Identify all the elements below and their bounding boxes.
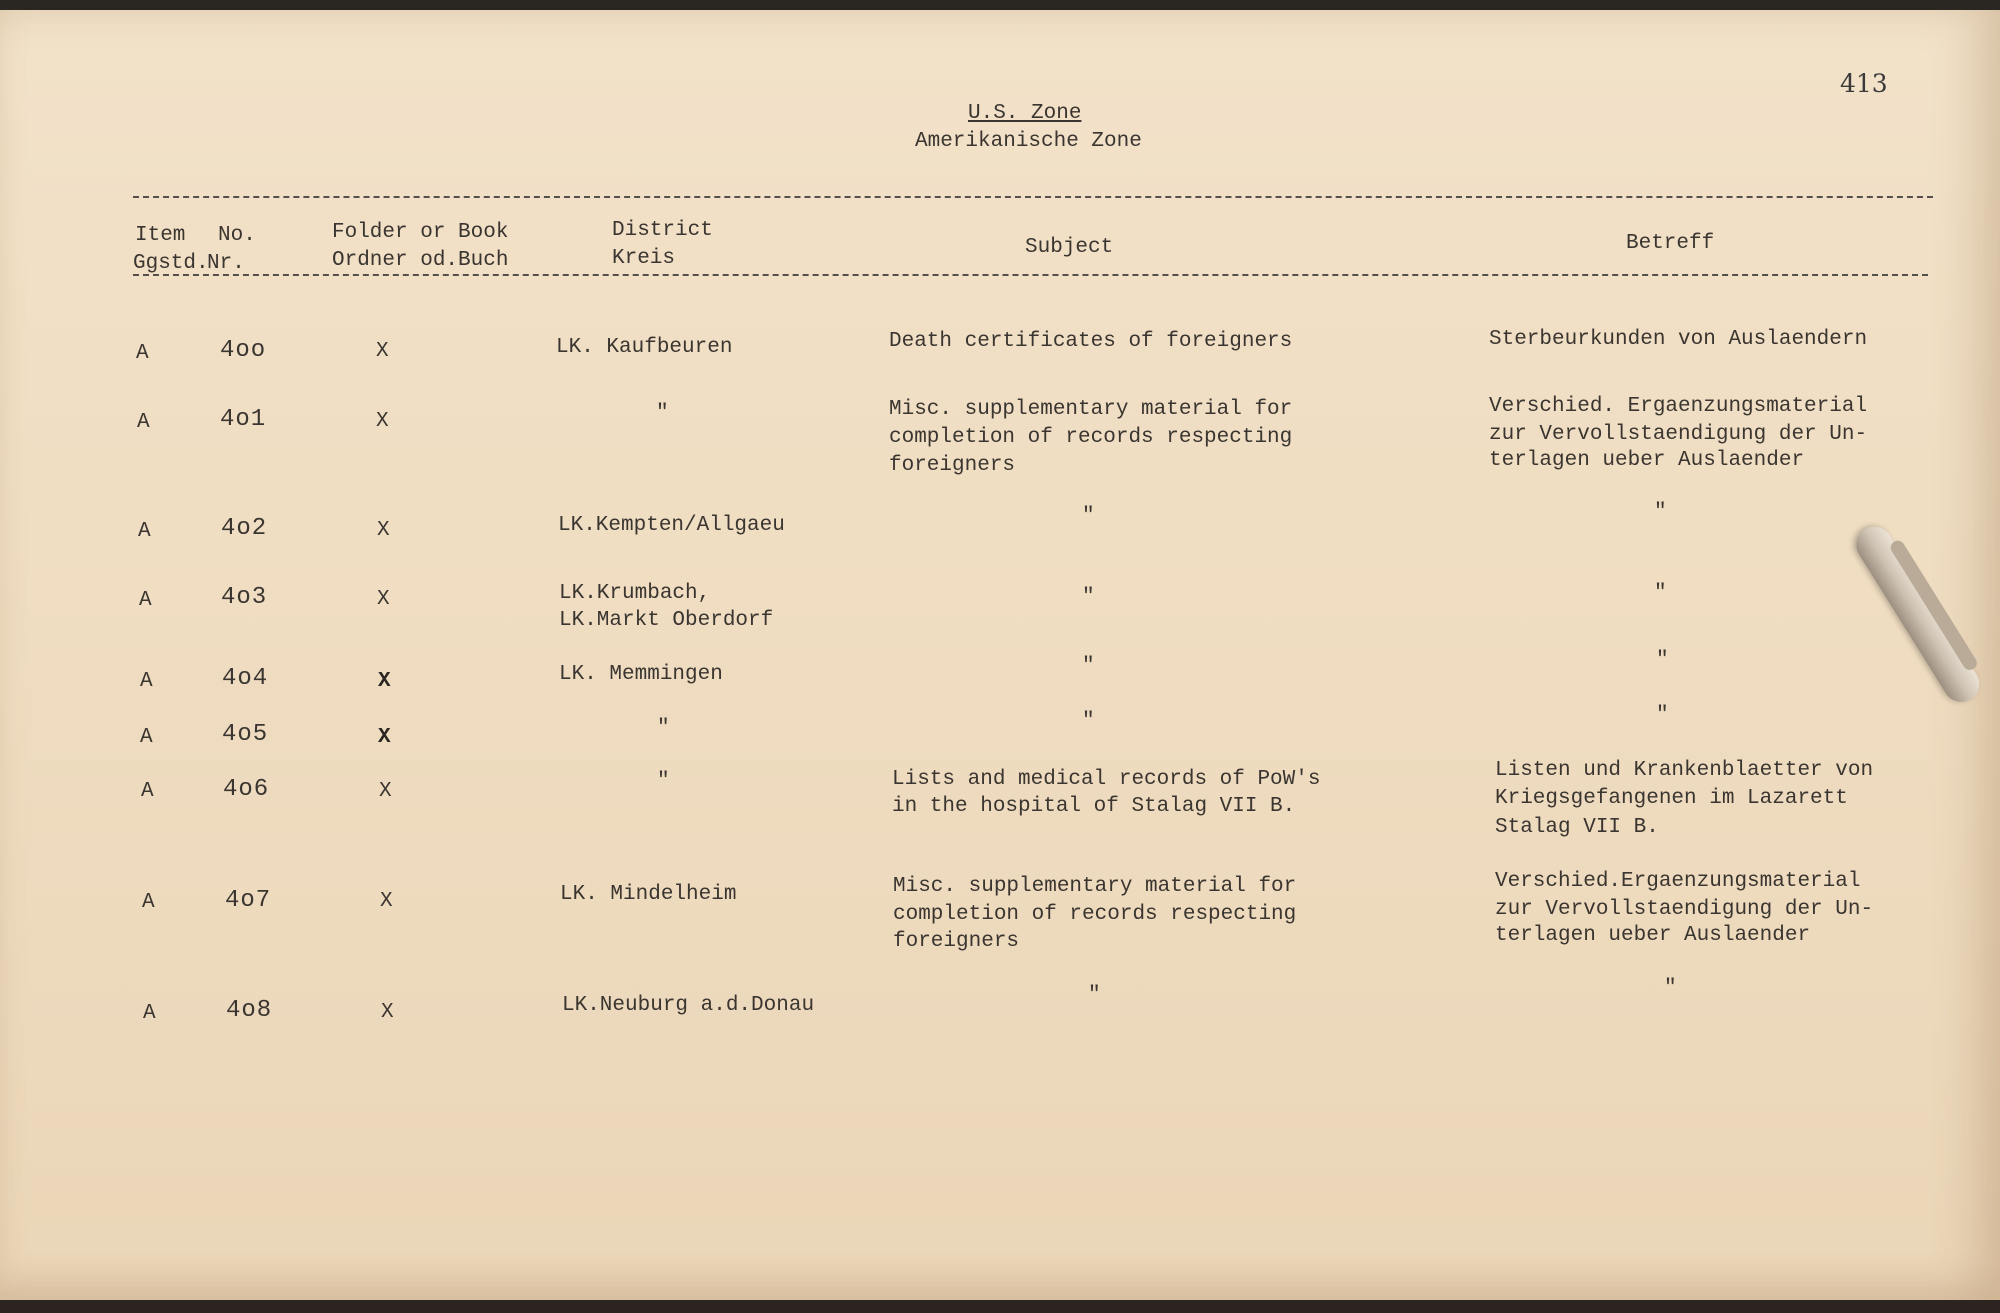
cell-folder: X (376, 340, 389, 363)
cell-district: LK.Krumbach, (559, 582, 711, 605)
cell-subject: foreigners (893, 930, 1020, 953)
cell-betreff: terlagen ueber Auslaender (1495, 924, 1811, 947)
cell-no: 4o7 (225, 887, 272, 914)
cell-district: " (657, 717, 670, 740)
cell-betreff: zur Vervollstaendigung der Un- (1489, 423, 1868, 446)
cell-betreff: Verschied.Ergaenzungsmaterial (1495, 870, 1861, 893)
zone-title-de: Amerikanische Zone (915, 130, 1142, 153)
col-no-de: Nr. (207, 252, 245, 275)
cell-district: LK. Kaufbeuren (556, 336, 733, 359)
cell-subject: " (1082, 655, 1095, 678)
cell-subject: " (1082, 710, 1095, 733)
cell-betreff: " (1654, 501, 1667, 524)
cell-district: " (657, 770, 670, 793)
cell-district: LK. Mindelheim (560, 883, 737, 906)
cell-betreff: " (1664, 977, 1677, 1000)
cell-betreff: " (1656, 704, 1669, 727)
cell-betreff: " (1654, 582, 1667, 605)
cell-subject: Death certificates of foreigners (889, 330, 1293, 353)
zone-title-en: U.S. Zone (968, 102, 1082, 125)
cell-folder: X (380, 890, 393, 913)
cell-subject: in the hospital of Stalag VII B. (892, 795, 1296, 818)
cell-folder: X (379, 780, 392, 803)
cell-no: 4o3 (221, 584, 268, 611)
cell-item: A (140, 670, 153, 693)
cell-folder: X (377, 519, 390, 542)
cell-no: 4o8 (226, 997, 273, 1024)
cell-betreff: " (1656, 649, 1669, 672)
cell-district: LK.Markt Oberdorf (559, 609, 774, 632)
col-betreff: Betreff (1626, 232, 1715, 255)
cell-district: LK. Memmingen (559, 663, 723, 686)
cell-item: A (141, 780, 154, 803)
cell-betreff: Stalag VII B. (1495, 816, 1659, 839)
cell-folder: X (377, 588, 390, 611)
cell-no: 4o6 (223, 776, 270, 803)
col-folder-de: Ordner od.Buch (332, 249, 509, 272)
cell-subject: completion of records respecting (893, 903, 1297, 926)
cell-subject: foreigners (889, 454, 1016, 477)
cell-betreff: zur Vervollstaendigung der Un- (1495, 898, 1874, 921)
page-clip (1849, 520, 1986, 709)
cell-subject: " (1082, 505, 1095, 528)
page-number: 413 (1840, 69, 1888, 98)
col-item-en: Item (135, 224, 186, 247)
cell-subject: completion of records respecting (889, 426, 1293, 449)
cell-betreff: Verschied. Ergaenzungsmaterial (1489, 395, 1868, 418)
cell-district: LK.Kempten/Allgaeu (558, 514, 785, 537)
cell-item: A (138, 520, 151, 543)
cell-subject: " (1088, 984, 1101, 1007)
cell-item: A (136, 342, 149, 365)
cell-item: A (139, 589, 152, 612)
cell-folder: X (381, 1001, 394, 1024)
header-top-rule (133, 196, 1933, 198)
cell-item: A (137, 411, 150, 434)
header-bottom-rule (133, 274, 1928, 276)
col-no-en: No. (218, 224, 256, 247)
cell-item: A (140, 726, 153, 749)
cell-folder: X (378, 726, 391, 749)
cell-subject: Lists and medical records of PoW's (892, 768, 1321, 791)
cell-no: 4o4 (222, 665, 269, 692)
col-district-en: District (612, 219, 713, 242)
cell-no: 4o2 (221, 515, 268, 542)
cell-subject: " (1082, 586, 1095, 609)
col-item-de: Ggstd. (133, 252, 209, 275)
cell-betreff: Kriegsgefangenen im Lazarett (1495, 787, 1848, 810)
cell-betreff: terlagen ueber Auslaender (1489, 449, 1805, 472)
col-subject: Subject (1025, 236, 1114, 259)
cell-subject: Misc. supplementary material for (893, 875, 1297, 898)
cell-betreff: Listen und Krankenblaetter von (1495, 759, 1874, 782)
cell-item: A (143, 1002, 156, 1025)
cell-district: " (656, 402, 669, 425)
cell-item: A (142, 891, 155, 914)
cell-folder: X (378, 670, 391, 693)
col-folder-en: Folder or Book (332, 221, 509, 244)
cell-no: 4o5 (222, 721, 269, 748)
document-page (0, 10, 2000, 1300)
bottom-edge (0, 1300, 2000, 1313)
col-district-de: Kreis (612, 247, 676, 270)
cell-subject: Misc. supplementary material for (889, 398, 1293, 421)
cell-betreff: Sterbeurkunden von Auslaendern (1489, 328, 1868, 351)
cell-district: LK.Neuburg a.d.Donau (562, 994, 815, 1017)
cell-no: 4oo (220, 337, 267, 364)
cell-no: 4o1 (220, 406, 267, 433)
cell-folder: X (376, 410, 389, 433)
